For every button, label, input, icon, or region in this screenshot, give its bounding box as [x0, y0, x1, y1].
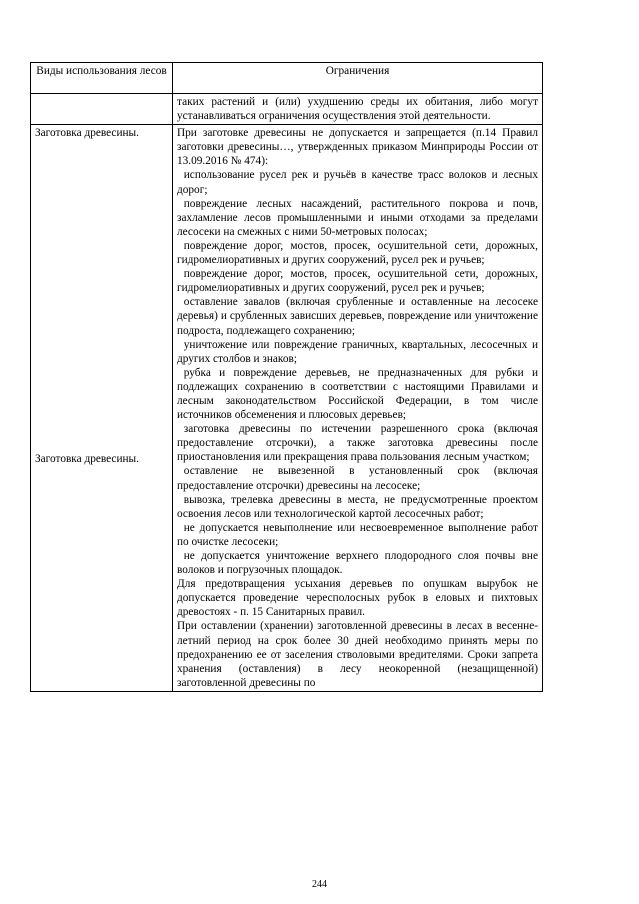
table-row [31, 125, 543, 692]
use-label-timber-harvesting-repeat: Заготовка древесины. [35, 453, 139, 466]
table-header-row [31, 63, 543, 94]
table-row [31, 94, 543, 125]
list-item: не допускается уничтожение верхнего плодородного слоя почвы вне волоков и погрузочных площадок. [177, 550, 538, 577]
list-item: повреждение лесных насаждений, растительного покрова и почв, захламление лесов промышленными и иными отходами за пределами лесосеки на смежных с ними 50-метровых полосах; [177, 197, 538, 238]
page-number: 244 [312, 879, 327, 890]
paragraph-edge-felling: Для предотвращения усыхания деревьев по опушкам вырубок не допускается проведение чересполосных рубок в еловых и пихтовых древостоях - п. 15 Санитарных правил. [177, 578, 538, 619]
paragraph-timber-storage: При оставлении (хранении) заготовленной древесины в лесах в весенне-летний период на срок более 30 дней необходимо принять меры по предохранению ее от заселения стволовыми вредителями. Сроки запрета хранения (оставления) в лесу неокоренной (незащищенной) заготовленной древесины по [177, 620, 538, 689]
list-item: оставление завалов (включая срубленные и оставленные на лесосеке деревья) и срубленных зависших деревьев, повреждение или уничтожение подроста, подлежащего сохранению; [177, 296, 538, 337]
list-item: не допускается невыполнение или несвоевременное выполнение работ по очистке лесосеки; [177, 521, 538, 548]
list-item: повреждение дорог, мостов, просек, осушительной сети, дорожных, гидромелиоративных и других сооружений, русел рек и ручьев; [177, 268, 538, 295]
list-item: уничтожение или повреждение граничных, квартальных, лесосечных и других столбов и знаков; [177, 338, 538, 365]
header-restrictions: Ограничения [173, 63, 543, 94]
use-label-timber-harvesting: Заготовка древесины. [35, 127, 139, 140]
list-item: рубка и повреждение деревьев, не предназначенных для рубки и подлежащих сохранению в соответствии с настоящими Правилами и лесным законодательством Российской Федерации, в том числе источников обсеменения и плюсовых деревьев; [177, 366, 538, 422]
list-item: оставление не вывезенной в установленный срок (включая предоставление отсрочки) древесины на лесосеке; [177, 465, 538, 492]
restrictions-table [30, 62, 543, 692]
row2-use-cell [31, 125, 173, 692]
header-forest-use: Виды использования лесов [31, 63, 173, 94]
list-item: повреждение дорог, мостов, просек, осушительной сети, дорожных, гидромелиоративных и других сооружений, русел рек и ручьев; [177, 239, 538, 267]
row1-restrictions-cell [173, 94, 543, 125]
list-item: использование русел рек и ручьёв в качестве трасс волоков и лесных дорог; [177, 169, 538, 196]
row1-text: таких растений и (или) ухудшению среды их обитания, либо могут устанавливаться ограничения осуществления этой деятельности. [177, 96, 538, 123]
row1-use-cell [31, 94, 173, 125]
intro-paragraph: При заготовке древесины не допускается и запрещается (п.14 Правил заготовки древесины…, утвержденных приказом Минприроды России от 13.09.2016 № 474): [177, 127, 538, 168]
row2-restrictions-cell [173, 125, 543, 692]
list-item: вывозка, трелевка древесины в места, не предусмотренные проектом освоения лесов или технологической картой лесосечных работ; [177, 493, 538, 520]
list-item: заготовка древесины по истечении разрешенного срока (включая предоставление отсрочки), а также заготовка древесины после приостановления или прекращения права пользования лесным участком; [177, 423, 538, 464]
